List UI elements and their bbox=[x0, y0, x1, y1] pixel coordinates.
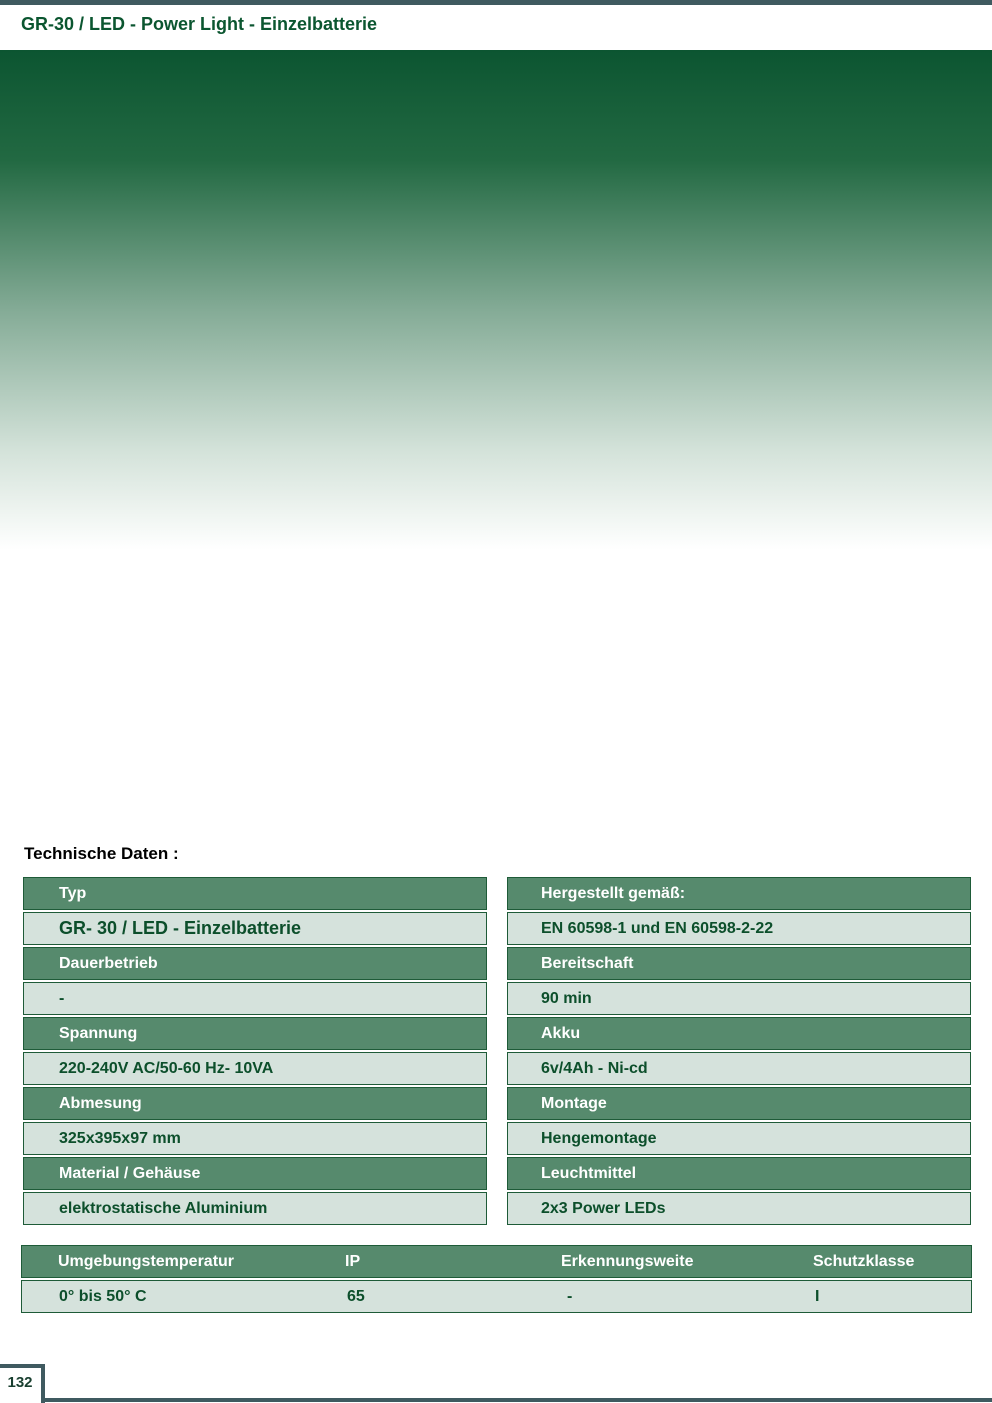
bottom-table-header-ip: IP bbox=[345, 1252, 361, 1270]
right-table-label-montage: Montage bbox=[507, 1087, 971, 1120]
right-table-value-bereitschaft: 90 min bbox=[507, 982, 971, 1015]
left-table-value-typ: GR- 30 / LED - Einzelbatterie bbox=[23, 912, 487, 945]
bottom-table-header-schutzklasse: Schutzklasse bbox=[813, 1252, 915, 1270]
right-table-label-akku: Akku bbox=[507, 1017, 971, 1050]
right-table-label-hergestellt: Hergestellt gemäß: bbox=[507, 877, 971, 910]
section-title: Technische Daten : bbox=[24, 844, 179, 863]
left-table-value-dauerbetrieb: - bbox=[23, 982, 487, 1015]
hero-gradient-banner bbox=[0, 50, 992, 550]
left-table-label-abmesung: Abmesung bbox=[23, 1087, 487, 1120]
right-table-value-leuchtmittel: 2x3 Power LEDs bbox=[507, 1192, 971, 1225]
bottom-table-value-ip: 65 bbox=[347, 1287, 365, 1305]
bottom-table-value-schutzklasse: I bbox=[815, 1287, 820, 1305]
bottom-table-header-erkennungsweite: Erkennungsweite bbox=[561, 1252, 694, 1270]
right-table-value-hergestellt: EN 60598-1 und EN 60598-2-22 bbox=[507, 912, 971, 945]
right-table-value-montage: Hengemontage bbox=[507, 1122, 971, 1155]
left-table-value-material: elektrostatische Aluminium bbox=[23, 1192, 487, 1225]
bottom-table-value-erkennungsweite: - bbox=[567, 1287, 573, 1305]
bottom-table-header-temperatur: Umgebungstemperatur bbox=[58, 1252, 235, 1270]
top-rule bbox=[0, 0, 992, 5]
bottom-table-value-temperatur: 0° bis 50° C bbox=[59, 1287, 147, 1305]
right-table-value-akku: 6v/4Ah - Ni-cd bbox=[507, 1052, 971, 1085]
page-title: GR-30 / LED - Power Light - Einzelbatterie bbox=[21, 14, 378, 34]
left-table-label-material: Material / Gehäuse bbox=[23, 1157, 487, 1190]
bottom-table-value-row bbox=[21, 1280, 972, 1313]
left-table-value-spannung: 220-240V AC/50-60 Hz- 10VA bbox=[23, 1052, 487, 1085]
right-table-label-leuchtmittel: Leuchtmittel bbox=[507, 1157, 971, 1190]
left-table-label-dauerbetrieb: Dauerbetrieb bbox=[23, 947, 487, 980]
footer-rule bbox=[44, 1398, 992, 1402]
bottom-table-header-row bbox=[21, 1245, 972, 1278]
left-table-label-typ: Typ bbox=[23, 877, 487, 910]
right-table-label-bereitschaft: Bereitschaft bbox=[507, 947, 971, 980]
page-number: 132 bbox=[7, 1374, 33, 1391]
left-table-label-spannung: Spannung bbox=[23, 1017, 487, 1050]
left-table-value-abmesung: 325x395x97 mm bbox=[23, 1122, 487, 1155]
